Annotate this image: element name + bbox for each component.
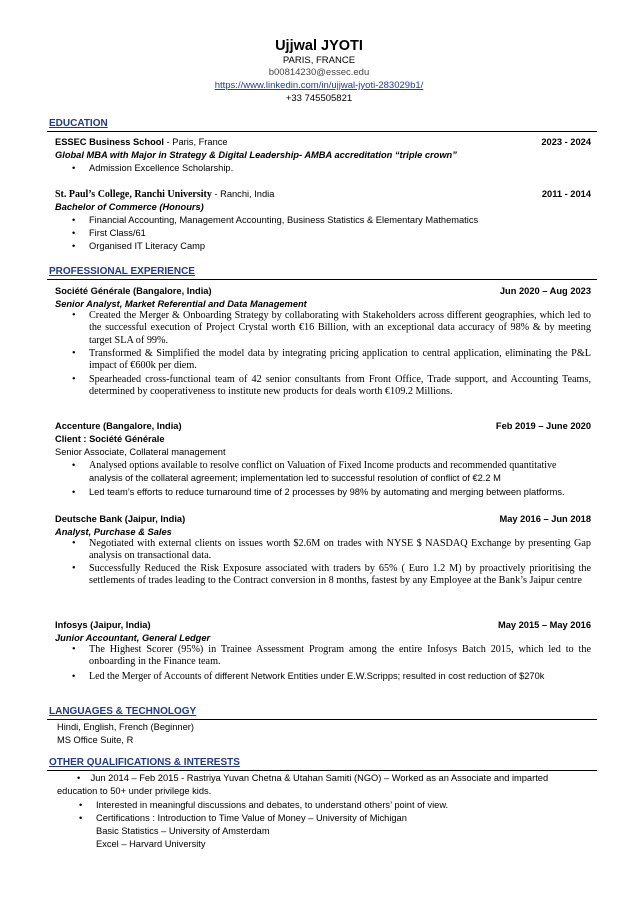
section-title: OTHER QUALIFICATIONS & INTERESTS bbox=[49, 757, 240, 768]
school-place: - Ranchi, India bbox=[211, 189, 275, 199]
list-item: • Led team’s efforts to reduce turnaround time of 2 processes by 98% by automating and merging between platforms. bbox=[72, 487, 565, 497]
company-name: Société Générale (Bangalore, India) bbox=[55, 286, 212, 296]
client: Client : Société Générale bbox=[55, 434, 165, 444]
list-item-continuation: education to 50+ under privilege kids. bbox=[57, 786, 212, 796]
technology-line: MS Office Suite, R bbox=[57, 735, 134, 745]
role: Junior Accountant, General Ledger bbox=[55, 633, 211, 643]
list-item: • Spearheaded cross-functional team of 42 senior consultants from Front Office, Trade support, and Accounting Teams, determined by cooperativeness to institute new products for deals worth €109.2 Millions. bbox=[72, 374, 591, 398]
email: b00814230@essec.edu bbox=[268, 67, 370, 78]
section-experience bbox=[47, 266, 597, 280]
company-name: Infosys (Jaipur, India) bbox=[55, 620, 151, 630]
list-item: • Certifications : Introduction to Time Value of Money – University of Michigan bbox=[79, 813, 407, 823]
certification-line: Basic Statistics – University of Amsterdam bbox=[96, 826, 270, 836]
list-item: • First Class/61 bbox=[72, 228, 146, 238]
section-languages bbox=[47, 706, 597, 720]
location: PARIS, FRANCE bbox=[282, 55, 356, 66]
infosys-row bbox=[55, 619, 591, 631]
list-item: • Jun 2014 – Feb 2015 - Rastriya Yuvan Chetna & Utahan Samiti (NGO) – Worked as an Associate and imparted bbox=[77, 773, 549, 783]
dates: 2023 - 2024 bbox=[541, 137, 591, 147]
school-name: ESSEC Business School bbox=[55, 137, 165, 147]
list-item: • Created the Merger & Onboarding Strategy by collaborating with Stakeholders across different geographies, which led to the successful execution of Project Crystal worth €16 Billion, with an exceptional data accuracy of 98% & by meeting target SLA of 99%. bbox=[72, 310, 591, 346]
company-name: Deutsche Bank (Jaipur, India) bbox=[55, 514, 186, 524]
dates: 2011 - 2014 bbox=[541, 189, 591, 199]
degree: Global MBA with Major in Strategy & Digital Leadership- AMBA accreditation “triple crown” bbox=[55, 150, 457, 160]
dates: Jun 2020 – Aug 2023 bbox=[499, 286, 591, 296]
list-item: • Transformed & Simplified the model data by integrating pricing application to central application, eliminating the P&L impact of €600k per diem. bbox=[72, 348, 591, 372]
candidate-name: Ujjwal JYOTI bbox=[275, 38, 363, 54]
list-item: • Negotiated with external clients on issues worth $2.6M on trades with NYSE $ NASDAQ Exchange by presenting Gap analysis on transactional data. bbox=[72, 538, 591, 562]
section-other bbox=[47, 757, 597, 771]
section-education bbox=[47, 118, 597, 132]
school-name: St. Paul’s College, Ranchi University bbox=[55, 189, 212, 200]
list-item: • Led the Merger of Accounts of different Network Entities under E.W.Scripps; resulted in cost reduction of $270k bbox=[72, 671, 545, 682]
list-item: • Interested in meaningful discussions and debates, to understand others’ point of view. bbox=[79, 800, 449, 810]
phone: +33 745505821 bbox=[285, 93, 353, 104]
list-item: • Analysed options available to resolve conflict on Valuation of Fixed Income products and recommended quantitative analysis of the collateral agreement; implementation led to successful resolution of conflict of €2.2 M bbox=[72, 460, 557, 484]
dates: May 2015 – May 2016 bbox=[497, 620, 591, 630]
section-title: EDUCATION bbox=[49, 118, 108, 129]
list-item: • The Highest Scorer (95%) in Trainee Assessment Program among the entire Infosys Batch 2015, which led to the onboarding in the Finance team. bbox=[72, 644, 591, 668]
section-title: LANGUAGES & TECHNOLOGY bbox=[49, 706, 197, 717]
list-item: • Admission Excellence Scholarship. bbox=[72, 163, 234, 173]
certification-line: Excel – Harvard University bbox=[96, 839, 206, 849]
languages-line: Hindi, English, French (Beginner) bbox=[57, 722, 194, 732]
school-place: - Paris, France bbox=[164, 137, 228, 147]
role: Senior Associate, Collateral management bbox=[55, 447, 226, 457]
list-item: • Successfully Reduced the Risk Exposure associated with traders by 65% ( Euro 1.2 M) by proactively prioritising the settlements of trades leading to the Contract conversion in 8 months, fastest by any Employee at the Bank’s Jaipur centre bbox=[72, 563, 591, 587]
role: Analyst, Purchase & Sales bbox=[55, 527, 172, 537]
list-item: • Financial Accounting, Management Accounting, Business Statistics & Elementary Mathematics bbox=[72, 215, 479, 225]
linkedin-link[interactable]: https://www.linkedin.com/in/ujjwal-jyoti-283029b1/ bbox=[214, 80, 424, 91]
degree: Bachelor of Commerce (Honours) bbox=[55, 202, 204, 212]
essec-row bbox=[55, 136, 591, 148]
company-name: Accenture (Bangalore, India) bbox=[55, 421, 182, 431]
deutsche-row bbox=[55, 513, 591, 525]
list-item: • Organised IT Literacy Camp bbox=[72, 241, 206, 251]
socgen-row bbox=[55, 285, 591, 297]
dates: May 2016 – Jun 2018 bbox=[499, 514, 591, 524]
role: Senior Analyst, Market Referential and Data Management bbox=[55, 299, 307, 309]
section-title: PROFESSIONAL EXPERIENCE bbox=[49, 266, 195, 277]
dates: Feb 2019 – June 2020 bbox=[495, 421, 591, 431]
accenture-row bbox=[55, 420, 591, 432]
stpauls-row bbox=[55, 188, 591, 201]
